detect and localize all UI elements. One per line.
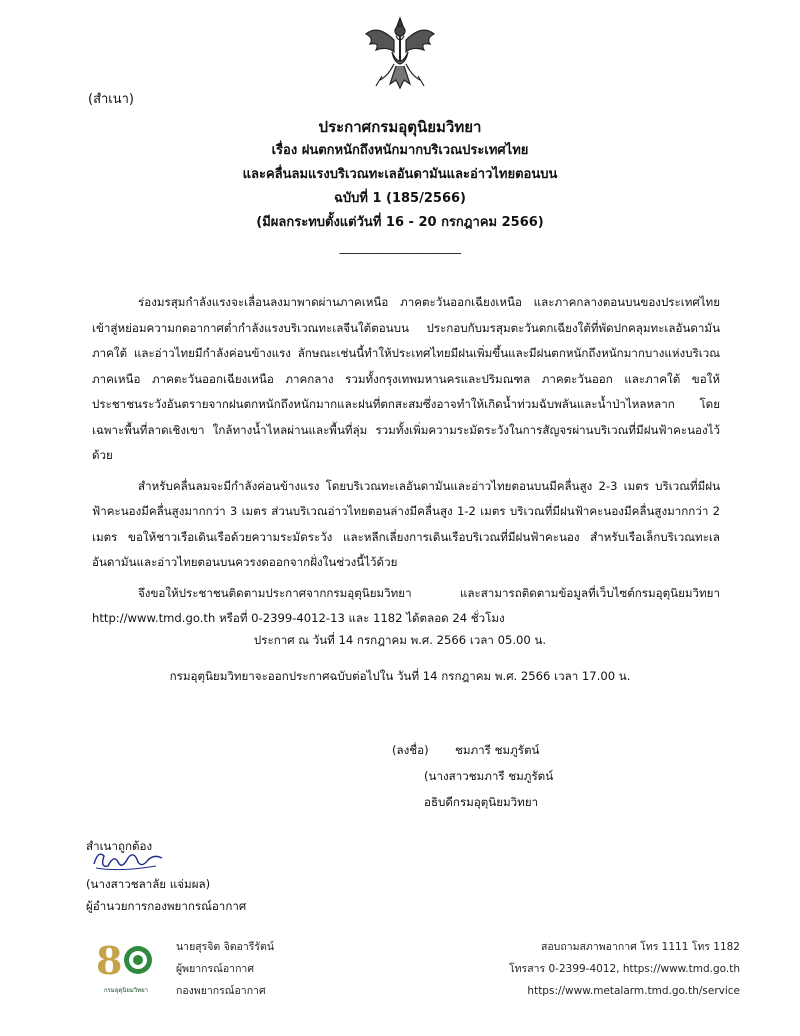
certify-position: ผู้อำนวยการกองพยากรณ์อากาศ [86, 899, 247, 913]
subject-line-1: เรื่อง ฝนตกหนักถึงหนักมากบริเวณประเทศไทย [271, 143, 529, 158]
next-issue-note: กรมอุตุนิยมวิทยาจะออกประกาศฉบับต่อไปใน วันที่ 14 กรกฎาคม พ.ศ. 2566 เวลา 17.00 น. [169, 669, 631, 683]
document-body [92, 290, 720, 637]
footer-forecaster [176, 936, 274, 1002]
paragraph-2: สำหรับคลื่นลมจะมีกำลังค่อนข้างแรง โดยบริเวณทะเลอันดามันและอ่าวไทยตอนบนมีคลื่นสูง 2-3 เมตร บริเวณที่มีฝนฟ้าคะนองมีคลื่นสูงมากกว่า 3 เมตร ส่วนบริเวณอ่าวไทยตอนล่างมีคลื่นสูง 1-2 เมตร บริเวณที่มีฝนฟ้าคะนองมีคลื่นสูงมากกว่า 2 เมตร ขอให้ชาวเรือเดินเรือด้วยความระมัดระวัง และหลีกเลี่ยงการเดินเรือบริเวณที่มีฝนฟ้าคะนอง สำหรับเรือเล็กบริเวณทะเลอันดามันและอ่าวไทยตอนบนควรงดออกจากฝั่งในช่วงนี้ไว้ด้วย [92, 478, 721, 569]
paragraph-1: ร่องมรสุมกำลังแรงจะเลื่อนลงมาพาดผ่านภาคเหนือ ภาคตะวันออกเฉียงเหนือ และภาคกลางตอนบนของประเทศไทย เข้าสู่หย่อมความกดอากาศต่ำกำลังแรงบริเวณทะเลจีนใต้ตอนบน ประกอบกับมรสุมตะวันตกเฉียงใต้ที่พัดปกคลุมทะเลอันดามัน ภาคใต้ และอ่าวไทยมีกำลังค่อนข้างแรง ลักษณะเช่นนี้ทำให้ประเทศไทยมีฝนเพิ่มขึ้นและมีฝนตกหนักถึงหนักมากบางแห่งบริเวณภาคเหนือ ภาคตะวันออกเฉียงเหนือ ภาคกลาง รวมทั้งกรุงเทพมหานครและปริมณฑล ภาคตะวันออก และภาคใต้ ขอให้ประชาชนระวังอันตรายจากฝนตกหนักถึงหนักมากและฝนที่ตกสะสมซึ่งอาจทำให้เกิดน้ำท่วมฉับพลันและน้ำป่าไหลหลาก โดยเฉพาะพื้นที่ลาดเชิงเขา ใกล้ทางน้ำไหลผ่านและพื้นที่ลุ่ม รวมทั้งเพิ่มความระมัดระวังในการสัญจรผ่านบริเวณที่มีฝนฟ้าคะนองไว้ด้วย [92, 295, 720, 462]
subject-line-2: และคลื่นลมแรงบริเวณทะเลอันดามันและอ่าวไทยตอนบน [242, 167, 558, 182]
header-rule: ______________________ [339, 240, 461, 254]
signatory-position: อธิบดีกรมอุตุนิยมวิทยา [424, 795, 539, 809]
document-header [0, 115, 800, 259]
announced-date: ประกาศ ณ วันที่ 14 กรกฎาคม พ.ศ. 2566 เวลา 05.00 น. [253, 633, 547, 647]
forecaster-name: นายสุรจิต จิตอารีรัตน์ [176, 941, 275, 953]
contact-line-3: https://www.metalarm.tmd.go.th/service [527, 985, 740, 997]
svg-text:8: 8 [96, 938, 123, 983]
issue-number: ฉบับที่ 1 (185/2566) [334, 191, 466, 206]
contact-line-2: โทรสาร 0-2399-4012, https://www.tmd.go.th [509, 963, 740, 975]
signatory-full-name: (นางสาวชมภารี ชมภูรัตน์ [424, 769, 554, 783]
forecaster-title: ผู้พยากรณ์อากาศ [176, 963, 254, 975]
copy-label: (สำเนา) [88, 92, 135, 107]
logo-text: กรมอุตุนิยมวิทยา [103, 987, 149, 994]
garuda-emblem-icon [360, 14, 440, 92]
contact-line-1: สอบถามสภาพอากาศ โทร 1111 โทร 1182 [540, 941, 740, 953]
signed-label: (ลงชื่อ) [392, 743, 429, 757]
document-title: ประกาศกรมอุตุนิยมวิทยา [318, 118, 482, 136]
effect-period: (มีผลกระทบตั้งแต่วันที่ 16 - 20 กรกฎาคม 2566) [256, 215, 544, 230]
signed-name: ชมภารี ชมภูรัตน์ [455, 743, 540, 757]
paragraph-3: จึงขอให้ประชาชนติดตามประกาศจากกรมอุตุนิยมวิทยา และสามารถติดตามข้อมูลที่เว็บไซต์กรมอุตุนิยมวิทยา http://www.tmd.go.th หรือที่ 0-2399-4012-13 และ 1182 ได้ตลอด 24 ชั่วโมง [92, 585, 720, 625]
forecaster-division: กองพยากรณ์อากาศ [176, 985, 266, 997]
handwritten-signature-icon [90, 846, 170, 874]
tmd-80-years-logo-icon [94, 934, 158, 994]
certify-label: สำเนาถูกต้อง [86, 839, 153, 853]
certify-name: (นางสาวชลาลัย แจ่มผล) [86, 877, 211, 891]
footer-contact [509, 936, 740, 1002]
